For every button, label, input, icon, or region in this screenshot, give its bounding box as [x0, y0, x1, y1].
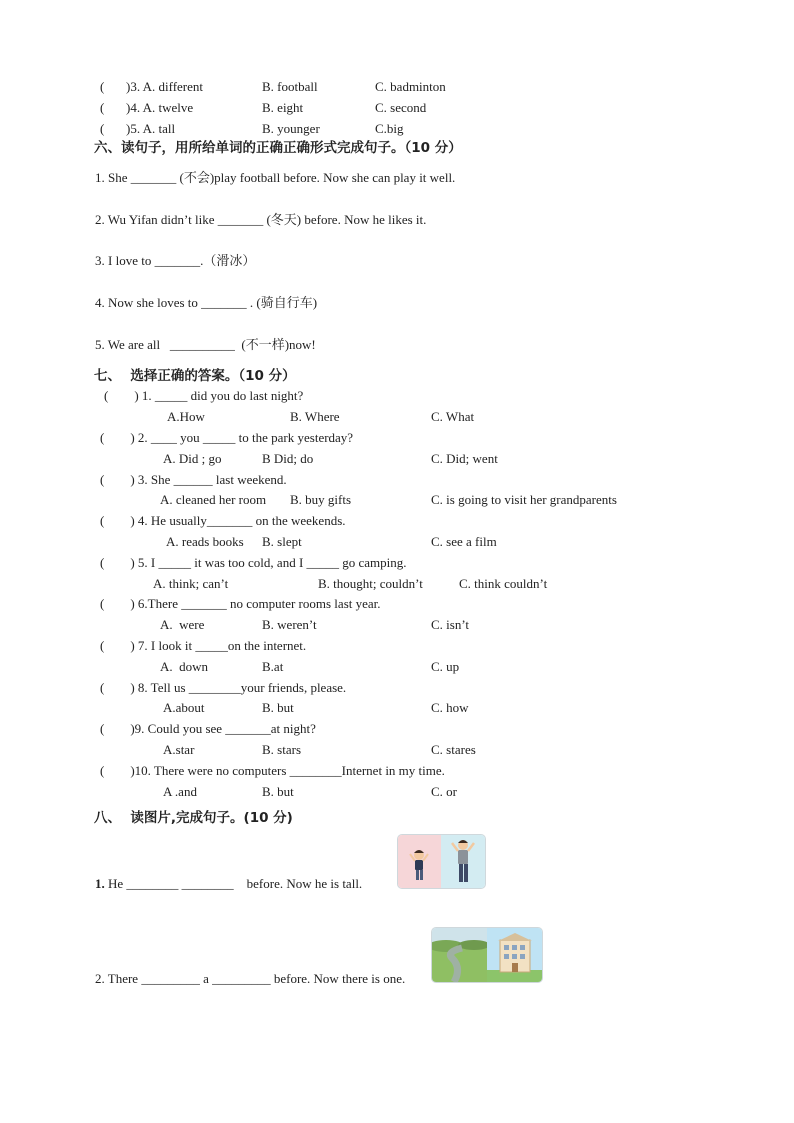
question-stem: ( )9. Could you see _______at night? [100, 721, 316, 736]
section8-item-1 [95, 876, 362, 892]
option-b: B. buy gifts [290, 492, 352, 507]
option-a: A. down [160, 659, 209, 674]
option-b: B. but [262, 700, 294, 715]
question-stem: ( ) 6.There _______ no computer rooms last year. [100, 596, 381, 611]
section6-item-4: 4. Now she loves to _______ . (骑自行车) [95, 295, 318, 310]
section8-heading: 八、 读图片,完成句子。(10 分) [94, 810, 293, 826]
option-b: B. stars [262, 742, 301, 757]
option-c: C. up [431, 659, 460, 674]
option-b: B. football [262, 79, 318, 94]
option-b: B Did; do [262, 451, 314, 466]
question-stem: ( ) 8. Tell us ________your friends, please. [100, 680, 347, 695]
option-a: A. were [160, 617, 205, 632]
option-a: A .and [163, 784, 197, 799]
option-c: C. isn’t [431, 617, 470, 632]
section6-heading: 六、读句子，用所给单词的正确正确形式完成句子。（10 分） [94, 140, 462, 156]
option-c: C. Did; went [431, 451, 498, 466]
option-c: C. badminton [375, 79, 446, 94]
answer-paren: ( [100, 79, 105, 94]
item-text: He ________ ________ before. Now he is tall. [104, 876, 363, 891]
option-a: A.about [163, 700, 205, 715]
question-stem: ( ) 4. He usually_______ on the weekends. [100, 513, 346, 528]
question-stem: ( ) 2. ____ you _____ to the park yesterday? [100, 430, 354, 445]
short-tall-boy-picture [397, 834, 486, 889]
option-a: A.How [167, 409, 205, 424]
item-number: 2. [95, 971, 105, 986]
option-c: C. or [431, 784, 457, 799]
option-a: A. think; can’t [153, 576, 229, 591]
option-c: C. is going to visit her grandparents [431, 492, 617, 507]
question-stem: ( ) 3. She ______ last weekend. [100, 472, 287, 487]
option-b: B. eight [262, 100, 304, 115]
option-c: C. see a film [431, 534, 497, 549]
section7-heading: 七、 选择正确的答案。（10 分） [94, 368, 296, 384]
option-c: C. second [375, 100, 427, 115]
question-stem: )3. A. different [126, 79, 204, 94]
question-stem: )5. A. tall [126, 121, 176, 136]
option-a: A.star [163, 742, 195, 757]
section6-item-2: 2. Wu Yifan didn’t like _______ (冬天) before. Now he likes it. [95, 212, 427, 227]
option-b: B. weren’t [262, 617, 317, 632]
section6-item-3: 3. I love to _______.（滑冰） [95, 253, 256, 268]
option-b: B. slept [262, 534, 302, 549]
section8-item-2 [95, 971, 405, 987]
answer-paren: ( [100, 100, 105, 115]
question-stem: )4. A. twelve [126, 100, 194, 115]
option-c: C.big [375, 121, 404, 136]
item-text: There _________ a _________ before. Now there is one. [104, 971, 406, 986]
option-c: C. stares [431, 742, 476, 757]
option-b: B. younger [262, 121, 320, 136]
question-stem: ( )10. There were no computers ________Internet in my time. [100, 763, 445, 778]
option-a: A. cleaned her room [160, 492, 267, 507]
option-c: C. think couldn’t [459, 576, 548, 591]
question-stem: ( ) 7. I look it _____on the internet. [100, 638, 307, 653]
option-b: B. but [262, 784, 294, 799]
field-building-picture [431, 927, 543, 983]
option-b: B.at [262, 659, 284, 674]
section6-item-1: 1. She _______ (不会)play football before. Now she can play it well. [95, 170, 456, 185]
answer-paren: ( [100, 121, 105, 136]
question-stem: ( ) 5. I _____ it was too cold, and I _____ go camping. [100, 555, 407, 570]
section6-item-5: 5. We are all __________ (不一样)now! [95, 337, 316, 352]
option-a: A. Did ; go [163, 451, 222, 466]
question-stem: ( ) 1. _____ did you do last night? [104, 388, 304, 403]
option-b: B. thought; couldn’t [318, 576, 423, 591]
item-number: 1. [95, 876, 105, 891]
option-b: B. Where [290, 409, 340, 424]
option-c: C. What [431, 409, 475, 424]
option-a: A. reads books [166, 534, 244, 549]
option-c: C. how [431, 700, 469, 715]
